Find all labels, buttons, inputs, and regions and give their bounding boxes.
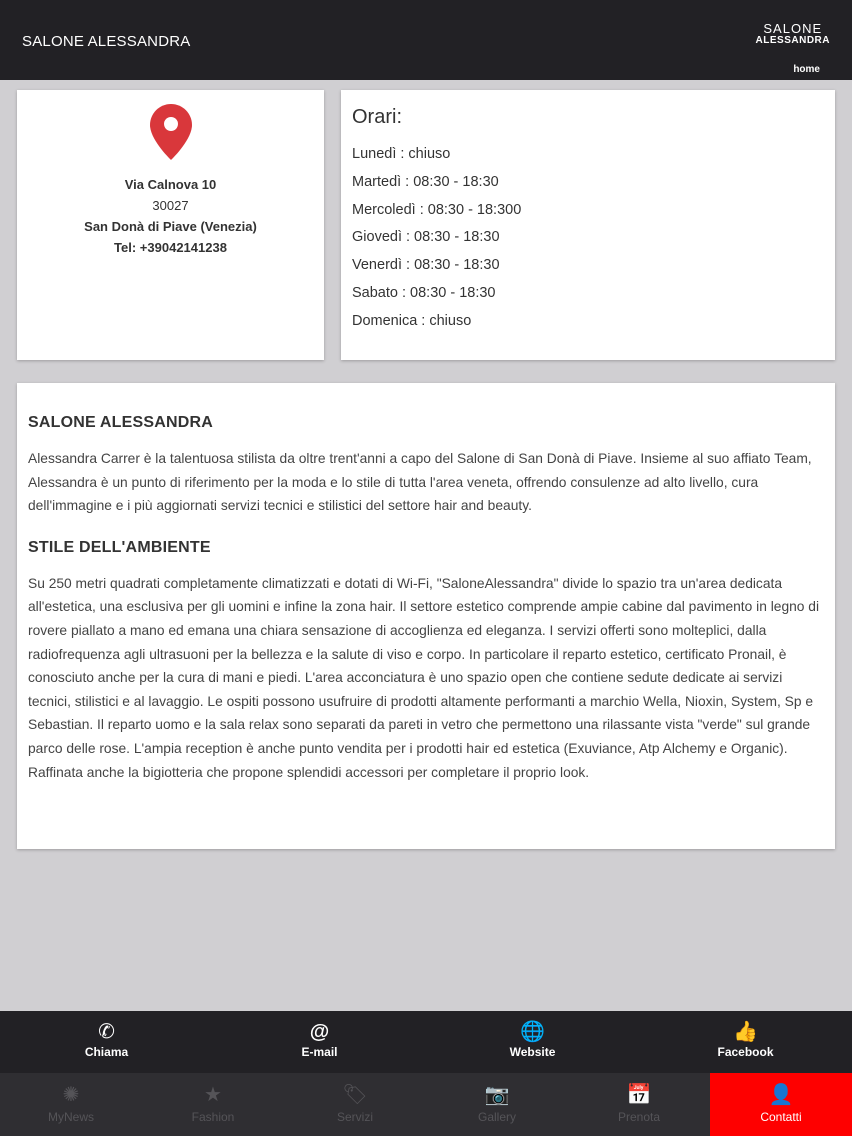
tab-prenota-label: Prenota bbox=[617, 1110, 661, 1124]
logo-line-1: SALONE bbox=[763, 21, 823, 36]
facebook-label: Facebook bbox=[717, 1045, 774, 1059]
action-bar bbox=[0, 1011, 852, 1073]
contact-card-icon: 👤 bbox=[768, 1084, 794, 1106]
ambience-paragraph: Su 250 metri quadrati completamente climatizzati e dotati di Wi-Fi, "SaloneAlessandra" divide lo spazio tra un'area dedicata all'estetica, una esclusiva per gli uomini e infine la zona hair. Il settore estetico comprende ampie cabine dal pavimento in legno di rovere piallato a mano ed emana una chiara sensazione di accoglienza ed eleganza. I servizi offerti sono molteplici, dalla radiofrequenza agli ultrasuoni per la bellezza e la salute di viso e corpo. In particolare il reparto estetico, certificato Pronail, è conosciuto anche per la cura di mani e piedi. L'area acconciatura è uno spazio open che contiene sedute dedicate ai servizi tecnici, stilistici e al lavaggio. Le ospiti possono usufruire di prodotti altamente performanti a marchio Wella, Nioxin, System, Sp e Sebastian. Il reparto uomo e la sala relax sono separati da pareti in vetro che permettono una rilassante vista "verde" sul grande parco delle rose. L'ampia reception è anche punto vendita per i prodotti hair ed estetica (Exuviance, Atp Alchemy e Organic). Raffinata anche la bigiotteria che propone splendidi accessori per completare il proprio look. bbox=[28, 575, 820, 780]
news-icon: ✺ bbox=[62, 1084, 80, 1106]
page-title: SALONE ALESSANDRA bbox=[22, 33, 191, 50]
top-bar bbox=[0, 0, 852, 80]
address-card bbox=[17, 90, 324, 360]
camera-icon: 📷 bbox=[484, 1084, 510, 1106]
phone-icon: ✆ bbox=[98, 1021, 115, 1043]
tab-fashion[interactable] bbox=[142, 1073, 284, 1136]
hours-row-friday: Venerdì : 08:30 - 18:30 bbox=[352, 257, 500, 274]
about-heading: SALONE ALESSANDRA bbox=[28, 414, 214, 431]
hours-row-thursday: Giovedì : 08:30 - 18:30 bbox=[352, 229, 500, 246]
hours-row-sunday: Domenica : chiuso bbox=[352, 312, 472, 329]
brand-logo[interactable] bbox=[756, 22, 830, 46]
tab-servizi-label: Servizi bbox=[336, 1110, 373, 1124]
logo-line-2: ALESSANDRA bbox=[755, 34, 830, 46]
home-link[interactable]: home bbox=[793, 64, 820, 75]
email-label: E-mail bbox=[301, 1045, 338, 1059]
map-pin-icon bbox=[150, 104, 192, 160]
call-button[interactable] bbox=[0, 1011, 213, 1073]
tab-gallery[interactable] bbox=[426, 1073, 568, 1136]
ambience-heading: STILE DELL'AMBIENTE bbox=[28, 538, 211, 556]
website-label: Website bbox=[509, 1045, 556, 1059]
facebook-button[interactable] bbox=[639, 1011, 852, 1073]
tab-fashion-label: Fashion bbox=[191, 1110, 235, 1124]
at-icon: @ bbox=[309, 1021, 330, 1043]
address-zip: 30027 bbox=[152, 198, 189, 213]
globe-icon: 🌐 bbox=[520, 1021, 545, 1043]
tab-prenota[interactable] bbox=[568, 1073, 710, 1136]
email-button[interactable] bbox=[213, 1011, 426, 1073]
opening-hours-card bbox=[341, 90, 835, 360]
opening-hours-title: Orari: bbox=[352, 106, 402, 128]
address-phone[interactable]: Tel: +39042141238 bbox=[114, 240, 227, 255]
tag-icon: 🏷 bbox=[342, 1084, 368, 1106]
hours-row-tuesday: Martedì : 08:30 - 18:30 bbox=[352, 173, 499, 190]
thumbs-up-icon: 👍 bbox=[733, 1021, 758, 1043]
star-icon: ★ bbox=[204, 1084, 222, 1106]
hours-row-wednesday: Mercoledì : 08:30 - 18:300 bbox=[352, 201, 522, 218]
tab-gallery-label: Gallery bbox=[477, 1110, 516, 1124]
hours-row-saturday: Sabato : 08:30 - 18:30 bbox=[352, 284, 496, 301]
website-button[interactable] bbox=[426, 1011, 639, 1073]
tab-contatti[interactable] bbox=[710, 1073, 852, 1136]
calendar-icon: 📅 bbox=[626, 1084, 652, 1106]
tab-mynews-label: MyNews bbox=[47, 1110, 94, 1124]
hours-row-monday: Lunedì : chiuso bbox=[352, 146, 451, 162]
about-paragraph: Alessandra Carrer è la talentuosa stilista da oltre trent'anni a capo del Salone di San Donà di Piave. Insieme al suo affiato Team, Alessandra è un punto di riferimento per la moda e lo stile di tutta l'area veneta, offrendo consulenze ad alto livello, cura dell'immagine e i più aggiornati servizi tecnici e stilistici del settore hair and beauty. bbox=[28, 451, 812, 514]
tab-mynews[interactable] bbox=[0, 1073, 142, 1136]
bottom-tab-bar bbox=[0, 1073, 852, 1136]
about-card bbox=[17, 383, 835, 849]
call-label: Chiama bbox=[84, 1045, 129, 1059]
tab-contatti-label: Contatti bbox=[760, 1110, 802, 1124]
address-city: San Donà di Piave (Venezia) bbox=[84, 219, 257, 234]
address-street: Via Calnova 10 bbox=[124, 177, 217, 192]
tab-servizi[interactable] bbox=[284, 1073, 426, 1136]
